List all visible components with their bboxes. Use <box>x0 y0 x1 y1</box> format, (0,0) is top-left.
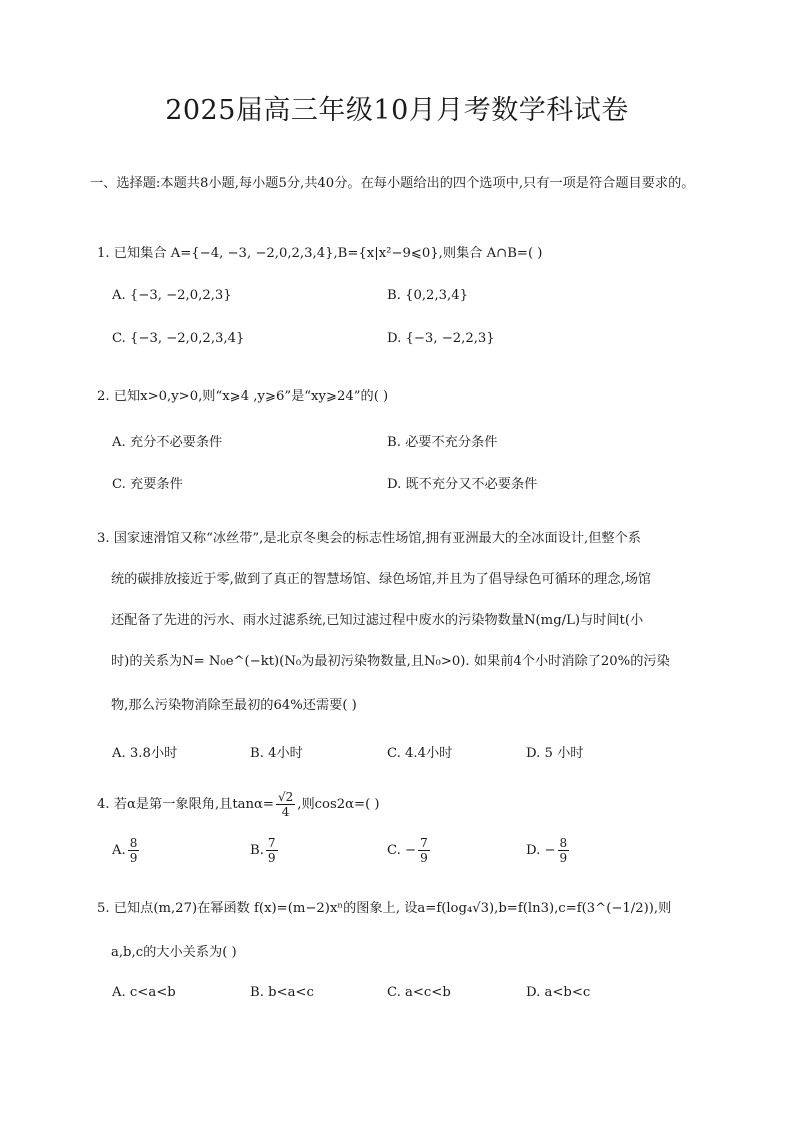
question-1-option-d: D. {−3, −2,2,3} <box>387 331 495 346</box>
question-3-option-c: C. 4.4小时 <box>387 746 453 761</box>
question-3-option-d: D. 5 小时 <box>526 746 584 761</box>
question-4-stem-prefix: 4. 若α是第一象限角,且tanα= <box>97 797 274 812</box>
question-4-option-c-label: C. − <box>387 843 417 858</box>
question-3-line-4: 时)的关系为N= N₀e^(−kt)(N₀为最初污染物数量,且N₀>0). 如果前4个小时消除了20%的污染 <box>111 654 670 669</box>
question-4-option-b <box>250 836 280 865</box>
question-4-fraction-numerator: √2 <box>277 790 294 804</box>
question-4-option-a <box>112 836 141 865</box>
question-1-option-a: A. {−3, −2,0,2,3} <box>112 288 232 303</box>
question-1-option-c: C. {−3, −2,0,2,3,4} <box>112 331 245 346</box>
question-4-option-c-fraction <box>418 836 430 865</box>
question-5-option-d: D. a<b<c <box>526 985 591 1000</box>
question-4-option-c <box>387 836 432 865</box>
question-5-line-1: 5. 已知点(m,27)在幂函数 f(x)=(m−2)xⁿ的图象上, 设a=f(log₄√3),b=f(ln3),c=f(3^(−1/2)),则 <box>97 901 672 916</box>
question-2-stem: 2. 已知x>0,y>0,则“x⩾4 ,y⩾6”是“xy⩾24”的( ) <box>97 389 389 404</box>
question-4-option-b-fraction <box>266 836 278 865</box>
question-5-option-a: A. c<a<b <box>112 985 176 1000</box>
question-4-option-d-fraction <box>558 836 570 865</box>
question-4-option-d-label: D. − <box>526 843 556 858</box>
question-4-option-a-label: A. <box>112 843 126 858</box>
section-heading: 一、选择题:本题共8小题,每小题5分,共40分。在每小题给出的四个选项中,只有一项是符合题目要求的。 <box>90 176 695 191</box>
question-2-option-a: A. 充分不必要条件 <box>112 435 223 450</box>
question-5-option-b: B. b<a<c <box>250 985 314 1000</box>
question-2-option-b: B. 必要不充分条件 <box>387 435 498 450</box>
question-3-line-1: 3. 国家速滑馆又称“冰丝带”,是北京冬奥会的标志性场馆,拥有亚洲最大的全冰面设计,但整个系 <box>97 531 641 546</box>
question-3-line-3: 还配备了先进的污水、雨水过滤系统,已知过滤过程中废水的污染物数量N(mg/L)与时间t(小 <box>111 613 644 628</box>
question-3-option-b: B. 4小时 <box>250 746 303 761</box>
question-4-option-d-denominator: 9 <box>559 851 568 865</box>
question-4-option-a-numerator: 8 <box>129 836 138 850</box>
question-4-option-a-fraction <box>128 836 140 865</box>
question-1-stem: 1. 已知集合 A={−4, −3, −2,0,2,3,4},B={x|x²−9⩽0},则集合 A∩B=( ) <box>97 246 543 261</box>
question-4-stem <box>97 790 380 819</box>
question-4-option-d <box>526 836 571 865</box>
question-3-line-5: 物,那么污染物消除至最初的64%还需要( ) <box>111 698 357 713</box>
question-3-line-2: 统的碳排放接近于零,做到了真正的智慧场馆、绿色场馆,并且为了倡导绿色可循环的理念,场馆 <box>111 572 652 587</box>
question-4-stem-suffix: ,则cos2α=( ) <box>297 797 380 812</box>
question-4-fraction-denominator: 4 <box>281 805 290 819</box>
question-4-option-d-numerator: 8 <box>559 836 568 850</box>
question-4-fraction <box>276 790 295 819</box>
question-4-option-c-numerator: 7 <box>420 836 428 850</box>
page-title: 2025届高三年级10月月考数学科试卷 <box>165 95 629 126</box>
question-5-option-c: C. a<c<b <box>387 985 451 1000</box>
question-3-option-a: A. 3.8小时 <box>112 746 178 761</box>
question-2-option-c: C. 充要条件 <box>112 477 183 492</box>
question-4-option-c-denominator: 9 <box>420 851 428 865</box>
question-4-option-b-numerator: 7 <box>267 836 276 850</box>
question-1-option-b: B. {0,2,3,4} <box>387 288 468 303</box>
question-4-option-b-label: B. <box>250 843 264 858</box>
question-4-option-a-denominator: 9 <box>129 851 138 865</box>
question-5-line-2: a,b,c的大小关系为( ) <box>111 945 237 960</box>
question-2-option-d: D. 既不充分又不必要条件 <box>387 477 538 492</box>
question-4-option-b-denominator: 9 <box>267 851 276 865</box>
